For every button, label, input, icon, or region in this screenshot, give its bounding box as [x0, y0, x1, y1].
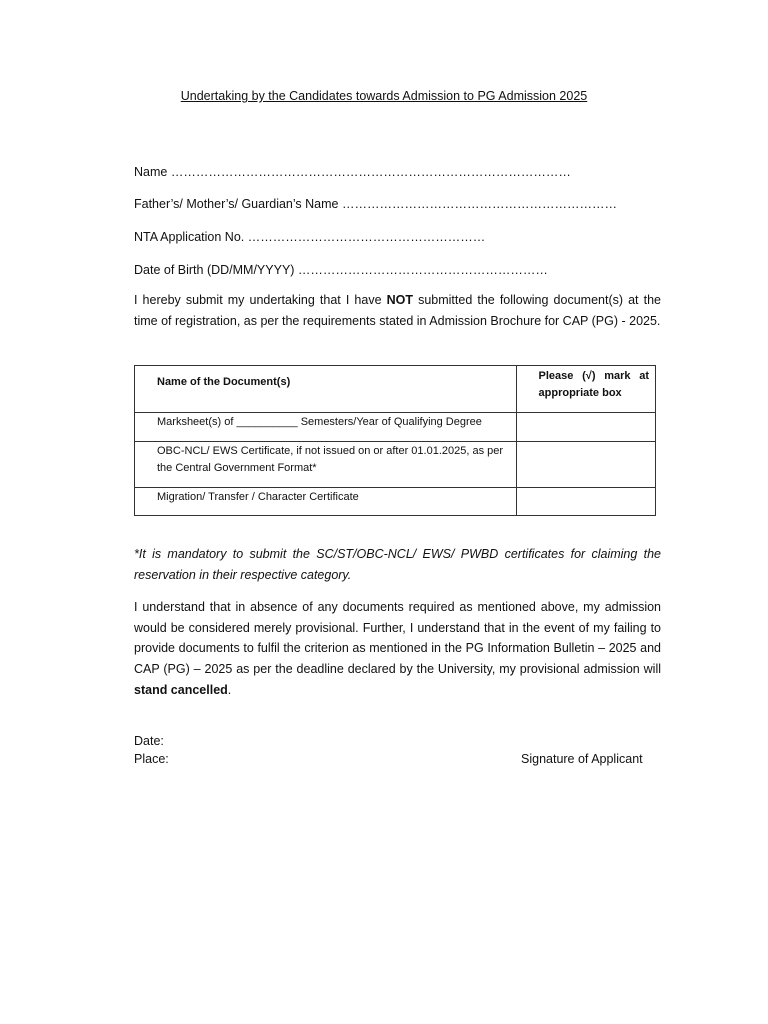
mark-box-obc-ews[interactable]	[516, 442, 655, 488]
table-row	[135, 488, 656, 516]
documents-table	[134, 365, 656, 516]
header-document-name: Name of the Document(s)	[157, 376, 291, 388]
document-name-marksheet: Marksheet(s) of __________ Semesters/Year of Qualifying Degree	[157, 416, 482, 428]
intro-text-before: I hereby submit my undertaking that I have	[134, 293, 387, 307]
document-title	[0, 88, 768, 104]
stand-cancelled-emphasis: stand cancelled	[134, 682, 228, 697]
place-label: Place:	[134, 752, 169, 766]
intro-text-after: submitted the following document(s) at the time of registration, as per the requirements stated in Admission Brochure for CAP (PG) - 2025.	[134, 293, 661, 328]
document-name-migration: Migration/ Transfer / Character Certificate	[157, 491, 359, 503]
signature-label: Signature of Applicant	[521, 752, 643, 766]
document-name-cell	[135, 488, 517, 516]
understanding-paragraph	[134, 597, 661, 701]
table-header-row	[135, 366, 656, 413]
nta-application-field: NTA Application No. …………………………………………………	[134, 230, 486, 244]
intro-paragraph	[134, 290, 661, 331]
document-name-obc-ews: OBC-NCL/ EWS Certificate, if not issued on or after 01.01.2025, as per the Central Government Format*	[157, 445, 504, 474]
guardian-name-field: Father’s/ Mother’s/ Guardian’s Name …………………………………………………………	[134, 197, 617, 211]
date-label: Date:	[134, 734, 164, 748]
table-row	[135, 442, 656, 488]
mark-box-migration[interactable]	[516, 488, 655, 516]
document-name-cell	[135, 413, 517, 442]
name-field: Name ……………………………………………………………………………………	[134, 165, 571, 179]
understanding-text-before: I understand that in absence of any documents required as mentioned above, my admission would be considered merely provisional. Further, I understand that in the event of my failing to provide documents to fulfil the criterion as mentioned in the PG Information Bulletin – 2025 and CAP (PG) – 2025 as per the deadline declared by the University, my provisional admission will	[134, 600, 661, 677]
document-title-text: Undertaking by the Candidates towards Admission to PG Admission 2025	[180, 89, 588, 103]
header-mark-instruction: Please (√) mark at appropriate box	[538, 370, 649, 399]
intro-not-emphasis: NOT	[386, 293, 413, 307]
header-mark-cell	[516, 366, 655, 413]
date-of-birth-field: Date of Birth (DD/MM/YYYY) ……………………………………………………	[134, 263, 548, 277]
reservation-note: *It is mandatory to submit the SC/ST/OBC-NCL/ EWS/ PWBD certificates for claiming the reservation in their respective category.	[134, 547, 661, 582]
understanding-text-after: .	[227, 682, 232, 697]
table-row	[135, 413, 656, 442]
mark-box-marksheet[interactable]	[516, 413, 655, 442]
document-name-cell	[135, 442, 517, 488]
header-document-name-cell	[135, 366, 517, 413]
